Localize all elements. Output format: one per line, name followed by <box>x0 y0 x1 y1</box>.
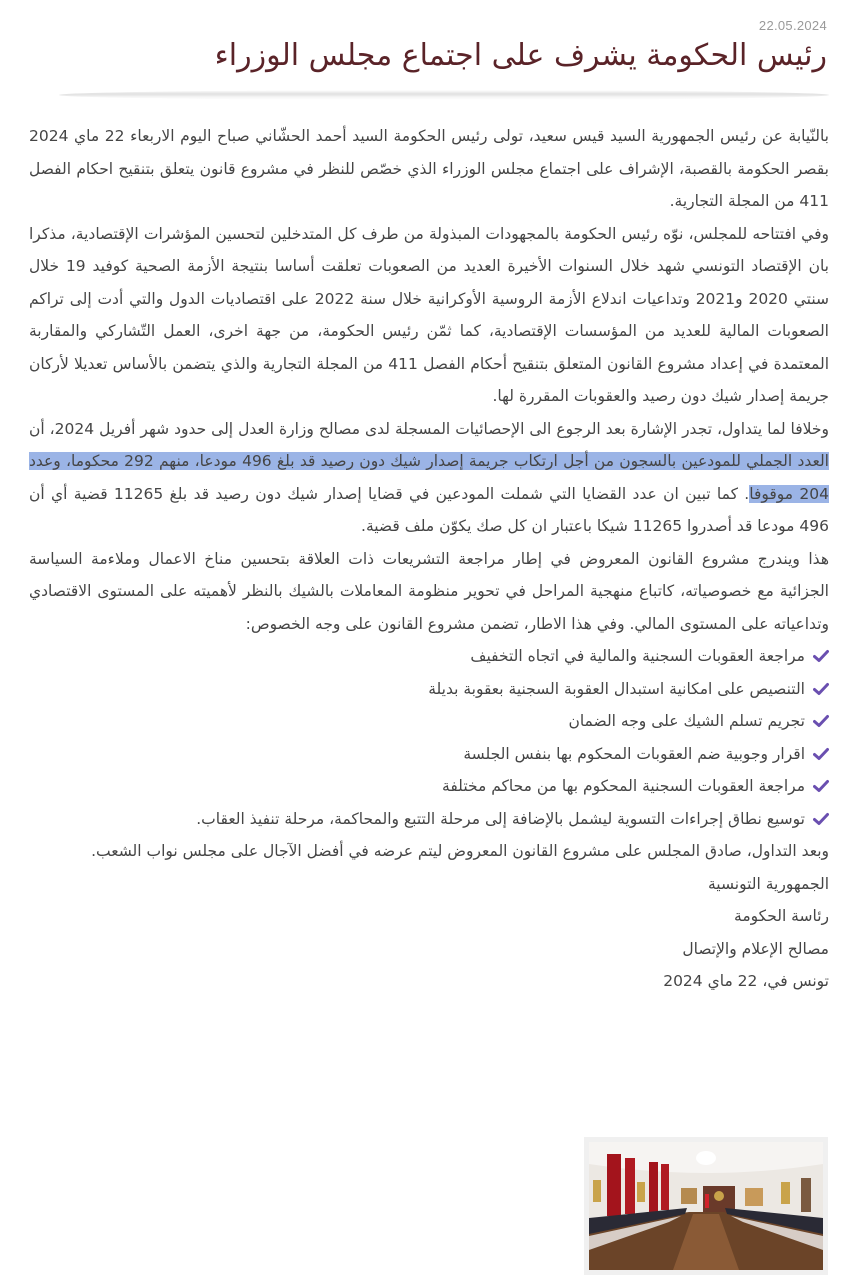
statistics-text-before: وخلافا لما يتداول، تجدر الإشارة بعد الرجوع الى الإحصائيات المسجلة لدى مصالح وزارة العدل إلى حدود شهر أفريل 2024، أن <box>29 419 829 438</box>
paragraph-opening-remarks: وفي افتتاحه للمجلس، نوّه رئيس الحكومة بالمجهودات المبذولة من طرف كل المتدخلين لتحسين المؤشرات الإقتصادية، مذكرا بان الإقتصاد التونسي شهد خلال السنوات الأخيرة العديد من الصعوبات تعلقت أساسا بنتيجة الأزمة الصحية كوفيد 19 خلال سنتي 2020 و2021 وتداعيات اندلاع الأزمة الروسية الأوكرانية خلال سنة 2022 على اقتصاديات الدول والتي أدت إلى تراكم الصعوبات المالية للعديد من المؤسسات الإقتصادية، كما ثمّن رئيس الحكومة، من جهة اخرى، العمل التّشاركي والمقاربة المعتمدة في إعداد مشروع القانون المتعلق بتنقيح أحكام الفصل 411 من المجلة التجارية والذي يتضمن بالأساس تعديلا لأركان جريمة إصدار شيك دون رصيد والعقوبات المقررة لها. <box>29 224 830 405</box>
list-item-text: مراجعة العقوبات السجنية المحكوم بها من محاكم مختلفة <box>442 777 805 795</box>
list-item <box>29 640 829 673</box>
list-item <box>29 738 829 771</box>
statistics-text-after: . كما تبين ان عدد القضايا التي شملت المودعين في قضايا إصدار شيك دون رصيد قد بلغ 11265 قضية أي أن 496 مودعا قد أصدروا 11265 شيكا باعتبار ان كل صك يكوّن ملف قضية. <box>29 484 829 535</box>
signature-department: مصالح الإعلام والإتصال <box>682 939 829 958</box>
list-item <box>29 673 829 706</box>
list-item <box>29 770 829 803</box>
selected-text-highlight[interactable]: العدد الجملي للمودعين بالسجون من أجل ارتكاب جريمة إصدار شيك دون رصيد قد بلغ 496 مودعا، منهم 292 محكوما، وعدد 204 موقوفا <box>29 452 829 503</box>
checkmark-icon <box>813 812 829 826</box>
signature-block <box>29 868 829 998</box>
article-body <box>29 120 829 998</box>
paragraph-conclusion: وبعد التداول، صادق المجلس على مشروع القانون المعروض ليتم عرضه في أفضل الآجال على مجلس نواب الشعب. <box>91 842 829 860</box>
list-item-text: اقرار وجوبية ضم العقوبات المحكوم بها بنفس الجلسة <box>463 744 805 763</box>
article-photo[interactable] <box>584 1137 828 1275</box>
list-item <box>29 705 829 738</box>
signature-republic: الجمهورية التونسية <box>707 874 829 893</box>
title-divider <box>59 90 829 100</box>
checkmark-icon <box>813 714 829 728</box>
list-item-text: التنصيص على امكانية استبدال العقوبة السجنية بعقوبة بديلة <box>428 679 805 698</box>
signature-place-date: تونس في، 22 ماي 2024 <box>663 972 829 990</box>
list-item-text: تجريم تسلم الشيك على وجه الضمان <box>568 712 805 730</box>
checkmark-icon <box>813 649 829 663</box>
provisions-list <box>29 640 829 835</box>
list-item-text: توسيع نطاق إجراءات التسوية ليشمل بالإضافة إلى مرحلة التتبع والمحاكمة، مرحلة تنفيذ العقاب. <box>196 809 805 828</box>
checkmark-icon <box>813 682 829 696</box>
article-title: رئيس الحكومة يشرف على اجتماع مجلس الوزراء <box>214 38 827 73</box>
list-item-text: مراجعة العقوبات السجنية والمالية في اتجاه التخفيف <box>470 647 805 665</box>
publish-date: 22.05.2024 <box>758 18 827 33</box>
meeting-room-image <box>589 1142 823 1270</box>
signature-presidency: رئاسة الحكومة <box>734 907 829 925</box>
list-item <box>29 803 829 836</box>
paragraph-statistics <box>29 413 829 543</box>
paragraph-intro: بالنّيابة عن رئيس الجمهورية السيد قيس سعيد، تولى رئيس الحكومة السيد أحمد الحشّاني صباح اليوم الاربعاء 22 ماي 2024 بقصر الحكومة بالقصبة، الإشراف على اجتماع مجلس الوزراء الذي خصّص للنظر في مشروع قانون يتعلق بتنقيح احكام الفصل 411 من المجلة التجارية. <box>29 127 829 210</box>
checkmark-icon <box>813 747 829 761</box>
checkmark-icon <box>813 779 829 793</box>
paragraph-context: هذا ويندرج مشروع القانون المعروض في إطار مراجعة التشريعات ذات العلاقة بتحسين مناخ الاعمال وملاءمة السياسة الجزائية مع خصوصياته، كاتباع منهجية المراحل في تحوير منظومة المعاملات بالشيك بالنظر لأهميته على المستوى الاقتصادي وتداعياته على المستوى المالي. وفي هذا الاطار، تضمن مشروع القانون على وجه الخصوص: <box>29 549 829 633</box>
